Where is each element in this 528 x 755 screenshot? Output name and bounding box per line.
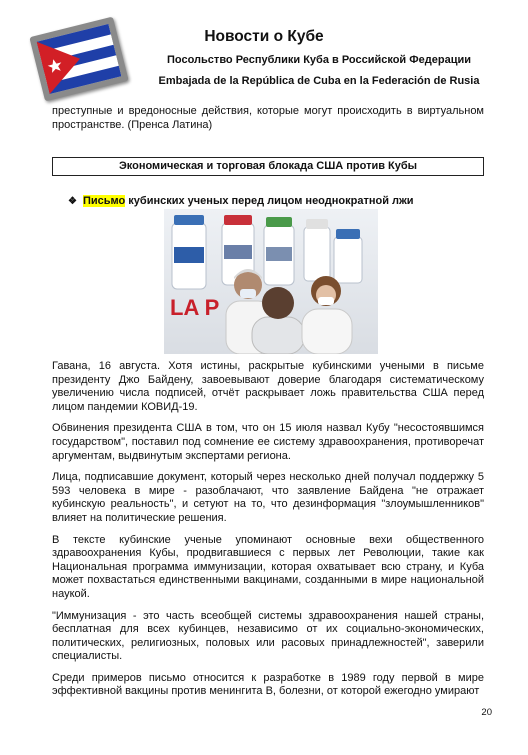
article-photo: [164, 209, 378, 354]
headline-text: кубинских ученых перед лицом неоднократной лжи: [125, 195, 414, 207]
vaccine-vial-4: [304, 219, 330, 281]
vaccine-vial-3: [264, 217, 294, 285]
page-number: 20: [481, 707, 492, 718]
headline-highlight: Письмо: [82, 195, 126, 207]
section-heading: Экономическая и торговая блокада США против Кубы: [52, 157, 484, 176]
page-title: Новости о Кубе: [204, 28, 324, 45]
article-paragraph: Лица, подписавшие документ, который через несколько дней получал поддержку 5 593 человека в мире - разоблачают, что заявление Байдена "не отражает кубинскую реальность", и сетуют на то, что дезинформация "злоумышленников" влияет на политические решения.: [52, 471, 484, 524]
vaccine-vial-5: [334, 229, 362, 283]
previous-article-tail: преступные и вредоносные действия, которые могут происходить в виртуальном пространстве. (Пренса Латина): [52, 105, 484, 131]
article-paragraph: Гавана, 16 августа. Хотя истины, раскрытые кубинскими учеными в письме президенту Джо Байдену, завоевывают доверие благодаря систематическому увеличению числа подписей, отчёт раскрывает ложь правительства США перед лицом пандемии КОВИД-19.: [52, 360, 484, 413]
article-body: [52, 360, 484, 707]
vaccine-vial-1: [172, 215, 206, 289]
embassy-name-spanish: Embajada de la República de Cuba en la Federación de Rusia: [158, 75, 480, 87]
diamond-bullet-icon: ❖: [68, 196, 77, 207]
article-paragraph: Обвинения президента США в том, что он 15 июля назвал Кубу "несостоявшимся государством", поставил под сомнение ее систему здравоохранения, противоречат аргументам, выдвинутым экспертами региона.: [52, 422, 484, 462]
article-paragraph: В тексте кубинские ученые упоминают основные вехи общественного здравоохранения Кубы, продвигавшиеся с первых лет Революции, такие как Национальная программа иммунизации, которая охватывает всю страну, и Куба может похвастаться единственными вакцинами, созданными в мире национальной наукой.: [52, 533, 484, 600]
article-headline: [68, 195, 414, 207]
article-paragraph: "Иммунизация - это часть всеобщей системы здравоохранения нашей страны, бесплатная для всех кубинцев, независимо от их социально-экономических, политических, религиозных, половых или расовых принадлежностей", заверили специалисты.: [52, 609, 484, 663]
photo-sign-text: LA P: [170, 295, 220, 320]
embassy-name-russian: Посольство Республики Куба в Российской Федерации: [167, 54, 471, 66]
article-paragraph: Среди примеров письмо относится к разработке в 1989 году первой в мире эффективной вакцины против менингита B, болезни, от которой ежегодно умирают: [52, 671, 484, 698]
